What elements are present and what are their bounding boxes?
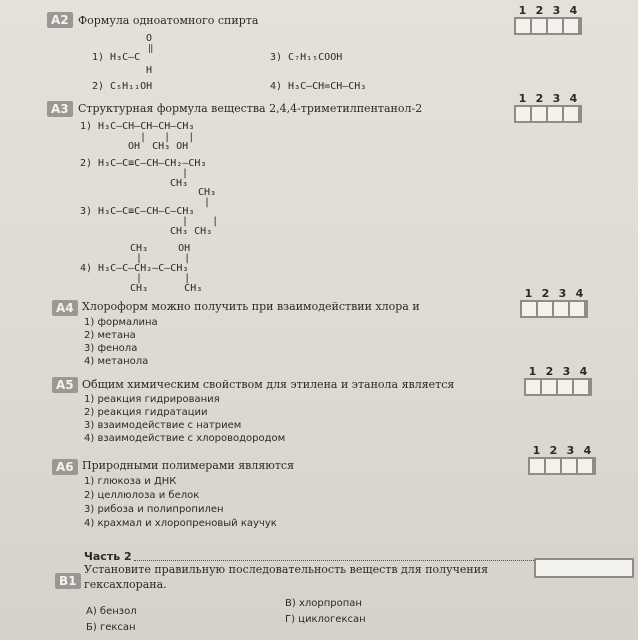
b1-option-a: А) бензол [86,606,137,617]
a6-option2: 2) целлюлоза и белок [84,490,200,501]
a3-formula3-top: CH₃ [198,187,217,198]
answer-grid-a4 [520,287,588,318]
question-number-b1: B1 [55,573,81,589]
grid-digit: 1 [528,365,537,378]
question-number-a6: A6 [52,459,78,475]
a3-formula4: 4) H₃C–C–CH₂–C–CH₃ [80,263,189,274]
answer-box-4[interactable] [564,19,578,33]
question-number-a4: A4 [52,300,78,316]
a6-option1: 1) глюкоза и ДНК [84,476,177,487]
answer-grid-a3 [514,92,582,123]
a3-formula2: 2) H₃C–C≡C–CH–CH₂–CH₃ [80,158,207,169]
a6-option3: 3) рибоза и полипропилен [84,504,224,515]
a3-formula1-substituents: OH CH₃ OH [128,141,189,152]
question-text-a4: Хлороформ можно получить при взаимодействии хлора и [82,300,420,313]
grid-digit: 2 [535,92,544,105]
answer-box-4[interactable] [570,302,584,316]
grid-digit: 3 [562,365,571,378]
a5-option1: 1) реакция гидрирования [84,394,220,405]
a2-option4: 4) H₃C–CH=CH–CH₃ [270,81,367,92]
question-text-a5: Общим химическим свойством для этилена и этанола является [82,378,455,391]
question-text-a6: Природными полимерами являются [82,459,295,472]
a2-option2: 2) C₅H₁₁OH [92,81,153,92]
answer-box-4[interactable] [578,459,592,473]
a2-option1: 1) H₃C–C [92,52,141,63]
a4-option3: 3) фенола [84,343,138,354]
question-text-b1-line2: гексахлорана. [84,578,167,591]
answer-box-1[interactable] [530,459,544,473]
a3-formula4-top-bonds: | | [136,253,191,264]
a3-formula1: 1) H₃C–CH–CH–CH–CH₃ [80,121,195,132]
answer-box-4[interactable] [564,107,578,121]
a2-option1-double-bond: ‖ [148,44,154,54]
a6-option4: 4) крахмал и хлоропреновый каучук [84,518,277,529]
answer-box-3[interactable] [558,380,572,394]
answer-box-2[interactable] [542,380,556,394]
a2-option1-hydrogen: H [146,65,153,76]
answer-grid-a6 [528,444,596,475]
question-number-a5: A5 [52,377,78,393]
a4-option4: 4) метанола [84,356,149,367]
answer-box-2[interactable] [532,107,546,121]
a3-formula2-substituent: CH₃ [170,178,189,189]
answer-box-1[interactable] [516,19,530,33]
question-number-a2: A2 [47,12,73,28]
a3-formula3-substituents: CH₃ CH₃ [170,226,213,237]
grid-digit: 2 [535,4,544,17]
grid-digit: 2 [545,365,554,378]
grid-digit: 1 [524,287,533,300]
a3-formula4-top: CH₃ OH [130,243,191,254]
a2-option1-oxygen: O [146,33,153,44]
answer-box-b1[interactable] [534,558,634,578]
b1-option-g: Г) циклогексан [285,614,366,625]
question-text-b1-line1: Установите правильную последовательность веществ для получения [84,563,489,576]
answer-box-3[interactable] [554,302,568,316]
grid-digit: 3 [552,92,561,105]
answer-box-1[interactable] [516,107,530,121]
b1-option-b: Б) гексан [86,622,136,633]
question-number-a3: A3 [47,101,73,117]
b1-option-v: В) хлорпропан [285,598,362,609]
a3-formula4-bottom-bonds: | | [136,273,191,284]
grid-digit: 1 [518,4,527,17]
answer-box-1[interactable] [526,380,540,394]
answer-box-3[interactable] [548,19,562,33]
a3-formula3-bonds: | | [176,216,219,227]
answer-box-3[interactable] [562,459,576,473]
grid-digit: 4 [569,4,578,17]
question-text-a3: Структурная формула вещества 2,4,4-триметилпентанол-2 [78,102,423,115]
answer-box-3[interactable] [548,107,562,121]
a4-option1: 1) формалина [84,317,158,328]
a5-option3: 3) взаимодействие с натрием [84,420,242,431]
grid-digit: 2 [549,444,558,457]
grid-digit: 3 [566,444,575,457]
part-2-heading: Часть 2 [84,550,132,563]
a4-option2: 2) метана [84,330,136,341]
a3-formula4-substituents: CH₃ CH₃ [130,283,203,294]
a3-formula1-bonds: | | | [128,132,195,143]
grid-digit: 3 [558,287,567,300]
a3-formula2-bond: | [176,168,189,179]
grid-digit: 4 [569,92,578,105]
a5-option4: 4) взаимодействие с хлороводородом [84,433,286,444]
grid-digit: 1 [532,444,541,457]
answer-box-2[interactable] [538,302,552,316]
grid-digit: 1 [518,92,527,105]
question-text-a2: Формула одноатомного спирта [78,14,259,27]
answer-grid-a2 [514,4,582,35]
a2-option3: 3) C₇H₁₅COOH [270,52,343,63]
answer-box-2[interactable] [546,459,560,473]
grid-digit: 2 [541,287,550,300]
a5-option2: 2) реакция гидратации [84,407,208,418]
answer-box-4[interactable] [574,380,588,394]
grid-digit: 4 [579,365,588,378]
grid-digit: 4 [575,287,584,300]
a3-formula3-top-bond: | [204,197,211,208]
a3-formula3: 3) H₃C–C≡C–CH–C–CH₃ [80,206,195,217]
answer-box-1[interactable] [522,302,536,316]
grid-digit: 4 [583,444,592,457]
answer-grid-a5 [524,365,592,396]
answer-box-2[interactable] [532,19,546,33]
grid-digit: 3 [552,4,561,17]
